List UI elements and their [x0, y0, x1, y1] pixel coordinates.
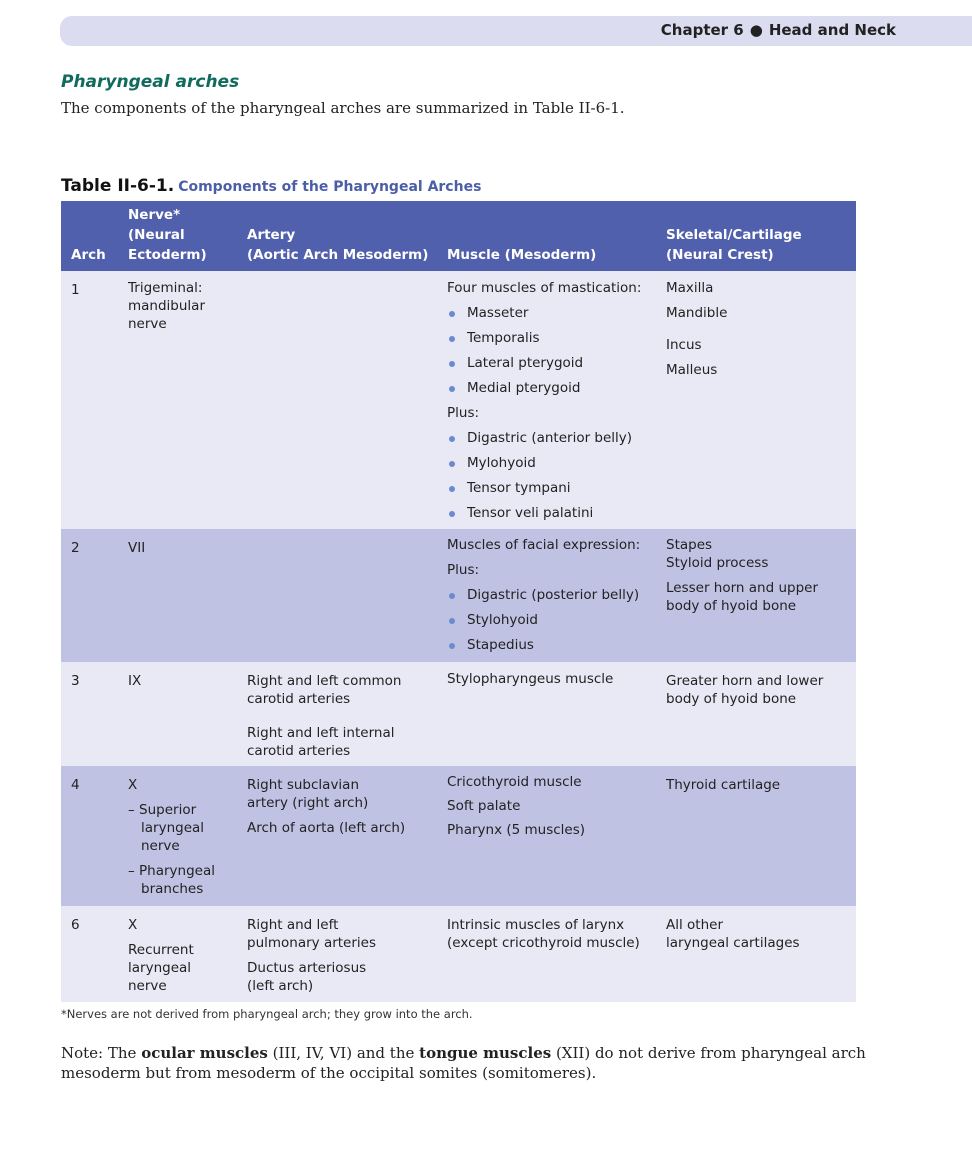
arch-number: 2 [71, 540, 80, 556]
nerve-cell [128, 279, 238, 333]
note-text: (III, IV, VI) and the [267, 1044, 420, 1062]
chapter-label: Chapter 6 [660, 21, 744, 39]
table-row-arch-3 [61, 662, 856, 766]
muscle-cell [447, 533, 662, 658]
bullet-separator-icon: ● [749, 21, 763, 39]
spacer [247, 812, 442, 819]
note-bold-term: tongue muscles [419, 1044, 552, 1062]
spacer [247, 952, 442, 959]
nerve-branch: laryngeal [141, 820, 205, 836]
note-text: (XII) do not derive from pharyngeal arch mesoderm but from mesoderm of the occipital somites (somitomeres). [61, 1044, 866, 1082]
table-row-arch-2 [61, 529, 856, 662]
table-caption [61, 176, 481, 196]
skeletal-item: Lesser horn and upper [666, 580, 819, 596]
nerve-line: laryngeal [128, 960, 192, 976]
arch-number: 4 [71, 777, 80, 793]
muscle-plus-label: Plus: [447, 405, 480, 421]
skeletal-cell: Thyroid cartilage [666, 777, 781, 793]
nerve-line: X [128, 777, 138, 793]
artery-cell [247, 776, 442, 837]
header-muscle: Muscle (Mesoderm) [447, 247, 597, 263]
arch-number: 3 [71, 673, 80, 689]
header-artery-line: Artery [247, 227, 296, 243]
muscle-list-item: Digastric (anterior belly) [447, 426, 662, 451]
skeletal-cell [666, 672, 851, 708]
muscle-list-item: Tensor veli palatini [447, 501, 662, 526]
header-nerve [128, 205, 207, 265]
nerve-line: X [128, 917, 138, 933]
artery-line: carotid arteries [247, 691, 351, 707]
table-row-arch-1 [61, 271, 856, 529]
skeletal-item: All other [666, 917, 723, 933]
table-header-row [61, 201, 856, 271]
artery-line: (left arch) [247, 978, 314, 994]
arch-number: 1 [71, 282, 80, 298]
artery-line: carotid arteries [247, 743, 351, 759]
header-arch: Arch [71, 247, 106, 263]
pharyngeal-arches-table [61, 201, 856, 1002]
muscle-item: Soft palate [447, 798, 521, 814]
arch-number: 6 [71, 917, 80, 933]
nerve-branch: – Pharyngeal [128, 863, 216, 879]
table-number: Table II-6-1. [61, 176, 175, 196]
muscle-intro: Four muscles of mastication: [447, 280, 642, 296]
skeletal-item: Malleus [666, 362, 718, 378]
nerve-line: nerve [128, 316, 167, 332]
section-intro: The components of the pharyngeal arches are summarized in Table II-6-1. [61, 99, 625, 117]
spacer [247, 708, 442, 724]
nerve-cell [128, 776, 238, 898]
skeletal-item: body of hyoid bone [666, 691, 797, 707]
muscle-item: Cricothyroid muscle [447, 774, 582, 790]
header-nerve-line: (Neural [128, 227, 185, 243]
muscle-cell [447, 770, 662, 842]
skeletal-item: Styloid process [666, 555, 769, 571]
nerve-line: Recurrent [128, 942, 194, 958]
muscle-cell: Stylopharyngeus muscle [447, 671, 614, 687]
artery-cell [247, 916, 442, 995]
muscle-list-item: Temporalis [447, 326, 662, 351]
nerve-line: Trigeminal: [128, 280, 203, 296]
nerve-line: nerve [128, 978, 167, 994]
spacer [128, 794, 238, 801]
header-nerve-line: Nerve* [128, 207, 181, 223]
header-nerve-line: Ectoderm) [128, 247, 207, 263]
artery-line: artery (right arch) [247, 795, 369, 811]
header-artery [247, 225, 428, 265]
nerve-line: mandibular [128, 298, 205, 314]
nerve-branch: branches [141, 881, 204, 897]
artery-cell [247, 672, 442, 760]
muscle-list-item: Digastric (posterior belly) [447, 583, 662, 608]
artery-line: Right subclavian [247, 777, 360, 793]
table-row-arch-4 [61, 766, 856, 906]
skeletal-item: Mandible [666, 305, 728, 321]
spacer [128, 855, 238, 862]
table-row-arch-6 [61, 906, 856, 1002]
skeletal-cell [666, 276, 851, 383]
nerve-branch: nerve [141, 838, 180, 854]
chapter-topic: Head and Neck [768, 21, 896, 39]
muscle-list-item: Medial pterygoid [447, 376, 662, 401]
skeletal-item: body of hyoid bone [666, 598, 797, 614]
header-skeletal-line: Skeletal/Cartilage [666, 227, 802, 243]
skeletal-cell [666, 916, 851, 952]
skeletal-item: laryngeal cartilages [666, 935, 800, 951]
muscle-plus-label: Plus: [447, 562, 480, 578]
artery-line: pulmonary arteries [247, 935, 377, 951]
artery-line: Ductus arteriosus [247, 960, 367, 976]
running-header [661, 21, 896, 39]
muscle-line: Intrinsic muscles of larynx [447, 917, 625, 933]
muscle-list-item: Tensor tympani [447, 476, 662, 501]
header-artery-line: (Aortic Arch Mesoderm) [247, 247, 429, 263]
artery-line: Right and left internal [247, 725, 395, 741]
note-paragraph [61, 1043, 911, 1083]
note-bold-term: ocular muscles [141, 1044, 268, 1062]
muscle-item: Pharynx (5 muscles) [447, 822, 586, 838]
muscle-list-item: Masseter [447, 301, 662, 326]
header-skeletal [666, 225, 802, 265]
skeletal-item: Greater horn and lower [666, 673, 824, 689]
muscle-cell [447, 916, 662, 952]
artery-line: Right and left [247, 917, 339, 933]
spacer [666, 326, 851, 333]
muscle-intro: Muscles of facial expression: [447, 537, 641, 553]
muscle-list-item: Mylohyoid [447, 451, 662, 476]
skeletal-item: Stapes [666, 537, 713, 553]
muscle-list-item: Lateral pterygoid [447, 351, 662, 376]
section-title: Pharyngeal arches [61, 72, 240, 92]
table-caption-text: Components of the Pharyngeal Arches [178, 179, 482, 195]
muscle-line: (except cricothyroid muscle) [447, 935, 640, 951]
muscle-list-item: Stylohyoid [447, 608, 662, 633]
muscle-list-item: Stapedius [447, 633, 662, 658]
muscle-cell [447, 276, 662, 526]
nerve-cell [128, 916, 238, 995]
nerve-branch: – Superior [128, 802, 197, 818]
artery-line: Right and left common [247, 673, 402, 689]
artery-line: Arch of aorta (left arch) [247, 820, 406, 836]
spacer [666, 572, 851, 579]
table-footnote: *Nerves are not derived from pharyngeal arch; they grow into the arch. [61, 1007, 473, 1021]
skeletal-item: Maxilla [666, 280, 714, 296]
nerve-cell: VII [128, 540, 146, 556]
spacer [128, 934, 238, 941]
skeletal-item: Incus [666, 337, 702, 353]
nerve-cell: IX [128, 673, 142, 689]
skeletal-cell [666, 536, 851, 615]
note-text: Note: The [61, 1044, 142, 1062]
header-skeletal-line: (Neural Crest) [666, 247, 774, 263]
